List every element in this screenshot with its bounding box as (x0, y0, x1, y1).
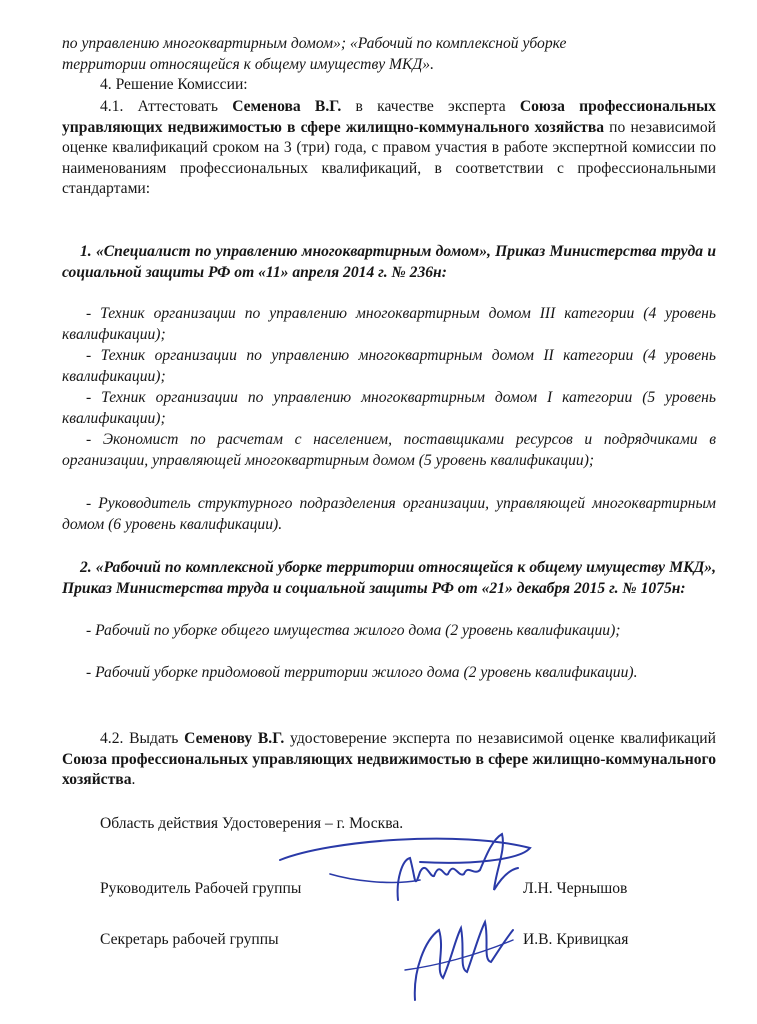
organization-name: Союза профессиональных управляющих недвижимостью в сфере жилищно-коммунального хозяйства (62, 98, 716, 136)
paragraph-4-1-number: 4.1. (100, 98, 124, 115)
signature-name-secretary: И.В. Кривицкая (523, 931, 629, 948)
standard-1-item: - Экономист по расчетам с населением, поставщиками ресурсов и подрядчиками в организации, управляющей многоквартирным домом (5 уровень квалификации); (62, 431, 716, 469)
standard-2-item: - Рабочий уборке придомовой территории жилого дома (2 уровень квалификации). (86, 664, 638, 681)
paragraph-4-1-text-c: по независимой оценке квалификаций сроком на 3 (три) года, с правом участия в работе экспертной комиссии по наименованиям профессиональных квалификаций, в соответствии с профессиональными стандартами: (62, 118, 716, 197)
intro-paragraph (62, 34, 716, 75)
handwritten-signature-secretary (395, 900, 525, 1010)
paragraph-4-1-text-b: в качестве эксперта (341, 98, 520, 115)
certificate-organization: Союза профессиональных управляющих недвижимостью в сфере жилищно-коммунального хозяйства (62, 750, 716, 788)
expert-name: Семенова В.Г. (232, 98, 342, 115)
certificate-holder-name: Семенову В.Г. (184, 730, 285, 747)
signature-role-secretary: Секретарь рабочей группы (100, 931, 279, 948)
paragraph-4-2-text-b: удостоверение эксперта по независимой оценке квалификаций (284, 730, 716, 747)
intro-line-2: территории относящейся к общему имуществу МКД». (62, 55, 434, 73)
signature-name-head: Л.Н. Чернышов (523, 880, 628, 897)
paragraph-4-1 (62, 97, 716, 200)
paragraph-4-2 (62, 729, 716, 791)
paragraph-4-1-text-a: Аттестовать (123, 98, 233, 115)
section-4-heading: 4. Решение Комиссии: (100, 76, 248, 93)
standard-1-item: - Техник организации по управлению многоквартирным домом III категории (4 уровень квалификации); (62, 305, 716, 343)
standard-1-item: - Руководитель структурного подразделения организации, управляющей многоквартирным домом (6 уровень квалификации). (62, 495, 716, 533)
standard-1-item: - Техник организации по управлению многоквартирным домом II категории (4 уровень квалификации); (62, 347, 716, 385)
paragraph-4-2-text-a: 4.2. Выдать (100, 730, 185, 747)
paragraph-4-2-text-c: . (131, 771, 136, 788)
standard-1-item: - Техник организации по управлению многоквартирным домом I категории (5 уровень квалификации); (62, 389, 716, 427)
scope-statement: Область действия Удостоверения – г. Москва. (100, 815, 404, 832)
intro-line-1: по управлению многоквартирным домом»; «Рабочий по комплексной уборке (62, 35, 567, 52)
standard-1-title: 1. «Специалист по управлению многоквартирным домом», Приказ Министерства труда и социальной защиты РФ от «11» апреля 2014 г. № 236н: (62, 243, 716, 281)
standard-2-title: 2. «Рабочий по комплексной уборке территории относящейся к общему имуществу МКД», Приказ Министерства труда и социальной защиты РФ от «21» декабря 2015 г. № 1075н: (62, 559, 716, 597)
standard-2-item: - Рабочий по уборке общего имущества жилого дома (2 уровень квалификации); (86, 622, 621, 639)
signature-role-head: Руководитель Рабочей группы (100, 880, 302, 897)
